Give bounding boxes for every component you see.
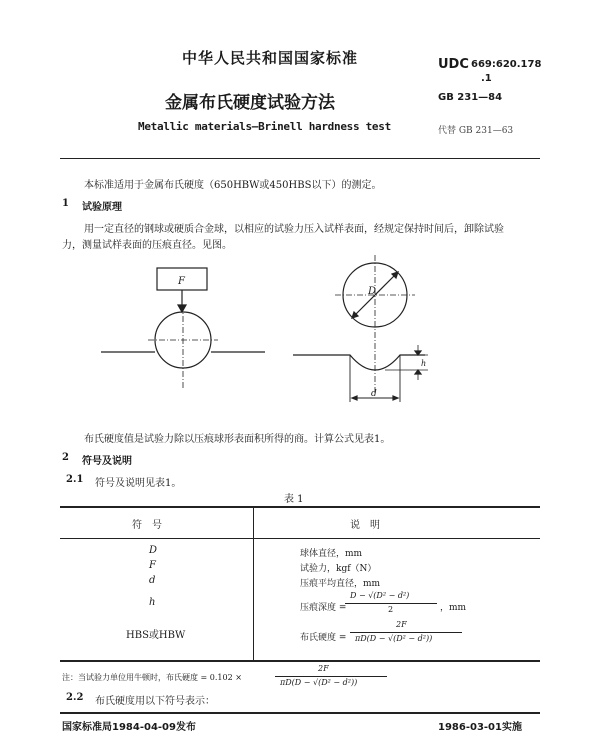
- diameter-label: D: [368, 286, 377, 297]
- udc-number: 669:620.178: [471, 59, 542, 70]
- depth-label: h: [421, 359, 427, 368]
- depth-fraction-bar: [345, 603, 437, 604]
- table-top-rule: [60, 506, 540, 508]
- issuing-organization: 中华人民共和国国家标准: [182, 49, 359, 67]
- subsection-2-2-number: 2.2: [66, 692, 84, 703]
- depth-formula-numerator: D − √(D² − d²): [350, 591, 410, 600]
- section2-heading: 符号及说明: [82, 456, 132, 467]
- note-formula-denominator: πD(D − √(D² − d²)): [280, 678, 358, 687]
- hb-fraction-bar: [350, 632, 462, 633]
- table-row-description: 布氏硬度 =: [300, 633, 347, 643]
- hardness-definition: 布氏硬度值是试验力除以压痕球形表面积所得的商。计算公式见表1。: [84, 434, 391, 445]
- udc-suffix: .1: [481, 73, 492, 84]
- table-row-symbol: HBS或HBW: [126, 630, 186, 641]
- table-row-symbol: D: [149, 545, 158, 556]
- table-column-divider: [253, 506, 254, 660]
- subsection-2-1-text: 符号及说明见表1。: [95, 478, 182, 489]
- subsection-2-1-number: 2.1: [66, 474, 84, 485]
- replaces-note: 代替 GB 231—63: [438, 126, 514, 136]
- hb-formula-denominator: πD(D − √(D² − d²)): [355, 634, 433, 643]
- gb-number: GB 231—84: [438, 92, 503, 103]
- depth-formula-denominator: 2: [388, 605, 394, 614]
- udc-label: UDC: [438, 57, 469, 72]
- table-row-symbol: h: [149, 597, 156, 608]
- section1-paragraph-line1: 用一定直径的钢球或硬质合金球，以相应的试验力压入试样表面，经规定保持时间后，卸除试验: [84, 224, 504, 235]
- indent-dim-arrow-right: [393, 396, 398, 400]
- table-row-symbol: d: [149, 575, 156, 586]
- indent-dim-arrow-left: [352, 396, 357, 400]
- table-row-description: 球体直径，mm: [300, 549, 363, 559]
- indent-diameter-label: d: [371, 389, 377, 399]
- standard-title-en: Metallic materials—Brinell hardness test: [138, 120, 391, 133]
- depth-formula-unit: ，mm: [440, 603, 467, 613]
- table-header-symbol: 符 号: [132, 520, 162, 531]
- force-label: F: [178, 276, 185, 287]
- table-header-description: 说 明: [350, 520, 380, 531]
- section1-heading: 试验原理: [82, 202, 122, 213]
- section1-paragraph-line2: 力，测量试样表面的压痕直径。见图。: [62, 240, 232, 251]
- table-caption: 表 1: [284, 494, 304, 505]
- table-row-description: 压痕深度 =: [300, 603, 347, 613]
- table-row-symbol: F: [149, 560, 156, 571]
- force-arrowhead: [178, 305, 186, 312]
- note-text: 注：当试验力单位用牛顿时，布氏硬度 = 0.102 ×: [62, 673, 242, 682]
- note-formula-numerator: 2F: [318, 664, 329, 673]
- effective-date: 1986-03-01实施: [438, 722, 522, 733]
- depth-arrowhead-bottom: [415, 370, 421, 374]
- standard-title-cn: 金属布氏硬度试验方法: [165, 93, 335, 113]
- indented-surface: [293, 355, 425, 370]
- intro-text: 本标准适用于金属布氏硬度（650HBW或450HBS以下）的测定。: [84, 180, 382, 191]
- right-sketch: [293, 255, 428, 402]
- section1-number: 1: [62, 198, 69, 209]
- publication-date: 国家标准局1984-04-09发布: [62, 722, 196, 733]
- footer-rule: [60, 712, 540, 714]
- table-row-description: 试验力，kgf（N）: [300, 564, 377, 574]
- section2-number: 2: [62, 452, 69, 463]
- table-header-rule: [60, 538, 540, 539]
- subsection-2-2-text: 布氏硬度用以下符号表示：: [95, 696, 215, 707]
- note-fraction-bar: [275, 676, 387, 677]
- table-row-description: 压痕平均直径，mm: [300, 579, 381, 589]
- table-bottom-rule: [60, 660, 540, 662]
- hb-formula-numerator: 2F: [396, 620, 407, 629]
